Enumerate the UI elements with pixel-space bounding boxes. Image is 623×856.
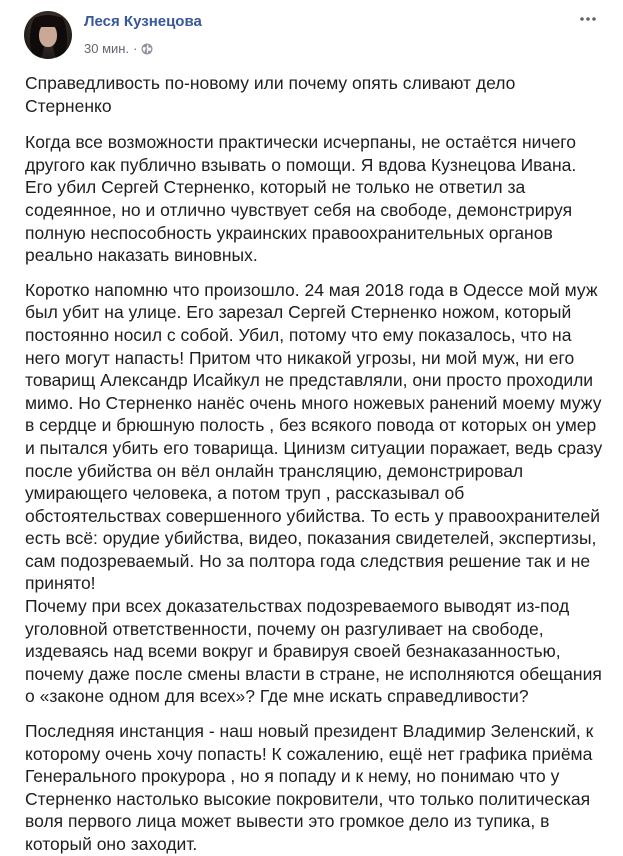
meta-separator: · [133,41,138,56]
avatar[interactable] [24,11,72,59]
post-paragraph: Коротко напомню что произошло. 24 мая 2018 года в Одессе мой муж был убит на улице. Его зарезал Сергей Стерненко ножом, который постоянно носил с собой. Убил, потому что ему показалось, что на него могут напасть! Притом что никакой угрозы, ни мой муж, ни его товарищ Александр Исайкул не представляли, они просто проходили мимо. Но Стерненко нанёс очень много ножевых ранений моему мужу в сердце и брюшную полость , без всякого повода от которых он умер и пытался убить его товарища. Цинизм ситуации поражает, ведь сразу после убийства он вёл онлайн трансляцию, демонстрировал умирающего человека, а потом труп , рассказывал об обстоятельствах совершенного убийства. То есть у правоохранителей есть всё: орудие убийства, видео, показания свидетелей, экспертизы, сам подозреваемый. Но за полтора года следствия решение так и не принято! Почему при всех доказательствах подозреваемого выводят из-под уголовной ответственности, почему он разгуливает на свободе, издеваясь над всеми вокруг и бравируя своей безнаказанностью, почему даже после смены власти в стране, не исполняются обещания о «законе одном для всех»? Где мне искать справедливости? [25,279,603,707]
post-meta [84,41,153,56]
post-paragraph: Последняя инстанция - наш новый президент Владимир Зеленский, к которому очень хочу попасть! К сожалению, ещё нет графика приёма Генерального прокурора , но я попаду и к нему, но понимаю что у Стерненко настолько высокие покровители, что только политическая воля первого лица может вывести это громкое дело из тупика, в который оно заходит. [25,721,594,854]
more-options-icon[interactable] [577,8,599,30]
post-timestamp[interactable]: 30 мин. [84,41,130,56]
post-header [12,0,611,72]
post-title-paragraph: Справедливость по-новому или почему опять сливают дело Стерненко [25,73,516,116]
post-text [25,72,611,856]
post-paragraph: Когда все возможности практически исчерпаны, не остаётся ничего другого как публично взывать о помощи. Я вдова Кузнецова Ивана. Его убил Сергей Стерненко, который не только не ответил за содеянное, но и отлично чувствует себя на свободе, демонстрируя полную неспособность украинских правоохранительных органов реально наказать виновных. [25,132,577,266]
globe-icon[interactable] [141,43,153,55]
author-name[interactable]: Леся Кузнецова [84,13,202,30]
